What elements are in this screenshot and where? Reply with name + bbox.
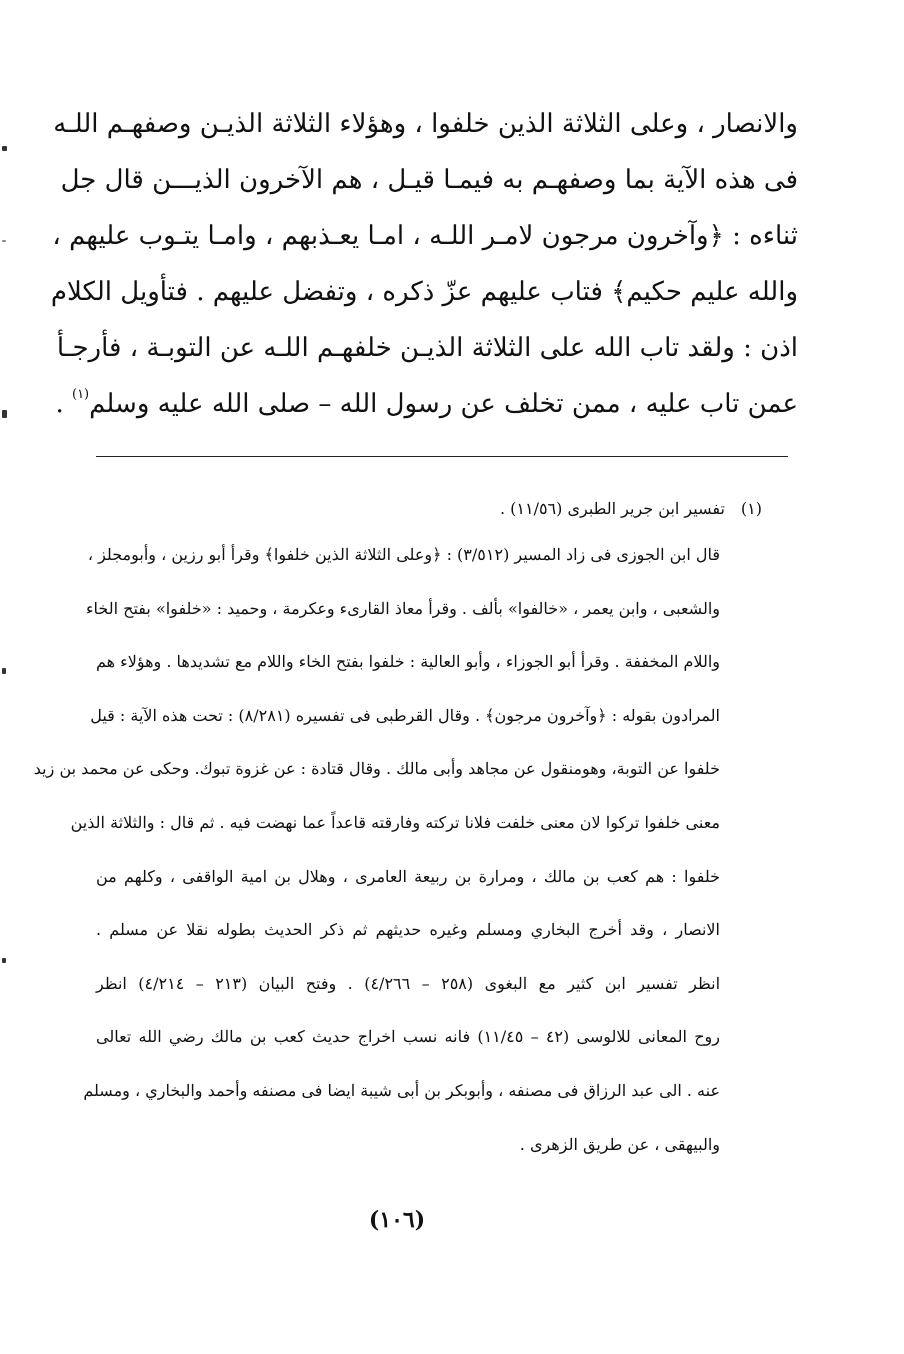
scan-mark (2, 146, 7, 151)
main-text-line: اذن : ولقد تاب الله على الثلاثة الذيـن خلفهـم اللـه عن التوبـة ، فأرجـأ (56, 333, 798, 363)
page-number: (١٠٦) (368, 1207, 426, 1233)
scan-mark (2, 240, 6, 242)
footnote-body (33, 528, 721, 1171)
main-text-line: والله عليم حكيم﴾ فتاب عليهم عزّ ذكره ، وتفضل عليهم . فتأويل الكلام (50, 277, 798, 307)
footnote-line: انظر تفسير ابن كثير مع البغوى (٢٥٨ – ٤/٢٦٦) . وفتح البيان (٢١٣ – ٤/٢١٤) انظر (96, 973, 721, 993)
footnote-heading-line (96, 490, 762, 528)
main-text-last-line (55, 376, 798, 432)
scan-mark (2, 410, 7, 418)
sentence-end: . (55, 389, 72, 419)
footnote-line: واللام المخففة . وقرأ أبو الجوزاء ، وأبو العالية : خلفوا بفتح الخاء واللام مع تشديدها . وهؤلاء هم (96, 652, 720, 672)
main-text-line: ثناءه : ﴿وآخرون مرجون لامـر اللـه ، امـا يعـذبهم ، وامـا يتـوب عليهم ، (52, 221, 798, 251)
footnote-reference: (١) (71, 387, 90, 402)
footnote-line: عنه . الى عبد الرزاق فى مصنفه ، وأبوبكر بن أبى شيبة ايضا فى مصنفه وأحمد والبخاري ، ومسلم (83, 1080, 720, 1100)
main-text-line: عمن تاب عليه ، ممن تخلف عن رسول الله – صلى الله عليه وسلم (89, 389, 798, 419)
footnote-line: خلفوا عن التوبة، وهومنقول عن مجاهد وأبى مالك . وقال قتادة : عن غزوة تبوك. وحكى عن محمد بن زيد (33, 759, 720, 779)
footnote-line: الانصار ، وقد أخرج البخاري ومسلم وغيره حديثهم ثم ذكر الحديث بطوله نقلا عن مسلم . (96, 920, 721, 940)
footnote-line: قال ابن الجوزى فى زاد المسير (٣/٥١٢) : ﴿وعلى الثلاثة الذين خلفوا﴾ وقرأ أبو رزين ، وأبومجلز ، (87, 545, 720, 564)
footnote-heading: تفسير ابن جرير الطبرى (١١/٥٦) . (499, 499, 725, 518)
main-text-line: والانصار ، وعلى الثلاثة الذين خلفوا ، وهؤلاء الثلاثة الذيـن وصفهـم اللـه (53, 109, 798, 139)
footnote-line: والبيهقى ، عن طريق الزهرى . (519, 1134, 720, 1154)
footnote-separator (96, 456, 788, 457)
footnote-line: والشعبى ، وابن يعمر ، «خالفوا» بألف . وقرأ معاذ القارىء وعكرمة ، وحميد : «خلفوا» بفتح الخاء (86, 598, 720, 618)
footnote-line: روح المعانى للالوسى (٤٢ – ١١/٤٥) فانه نسب اخراج حديث كعب بن مالك رضي الله تعالى (96, 1027, 721, 1047)
footnote-number: (١) (740, 499, 762, 518)
footnote (33, 490, 762, 1171)
main-text-line: فى هذه الآية بما وصفهـم به فيمـا قيـل ، هم الآخرون الذيـــن قال جل (60, 165, 798, 195)
scan-mark (2, 668, 6, 674)
main-text (50, 96, 798, 432)
footnote-line: المرادون بقوله : ﴿وآخرون مرجون﴾ . وقال القرطبى فى تفسيره (٨/٢٨١) : تحت هذه الآية : قيل (90, 705, 720, 725)
footnote-line: خلفوا : هم كعب بن مالك ، ومرارة بن ربيعة العامرى ، وهلال بن امية الواقفى ، وكلهم من (96, 866, 720, 886)
footnote-line: معنى خلفوا تركوا لان معنى خلفت فلانا تركته وفارقته قاعداً عما نهضت فيه . ثم قال : والثلاثة الذين (70, 812, 720, 832)
scan-mark (2, 958, 6, 963)
